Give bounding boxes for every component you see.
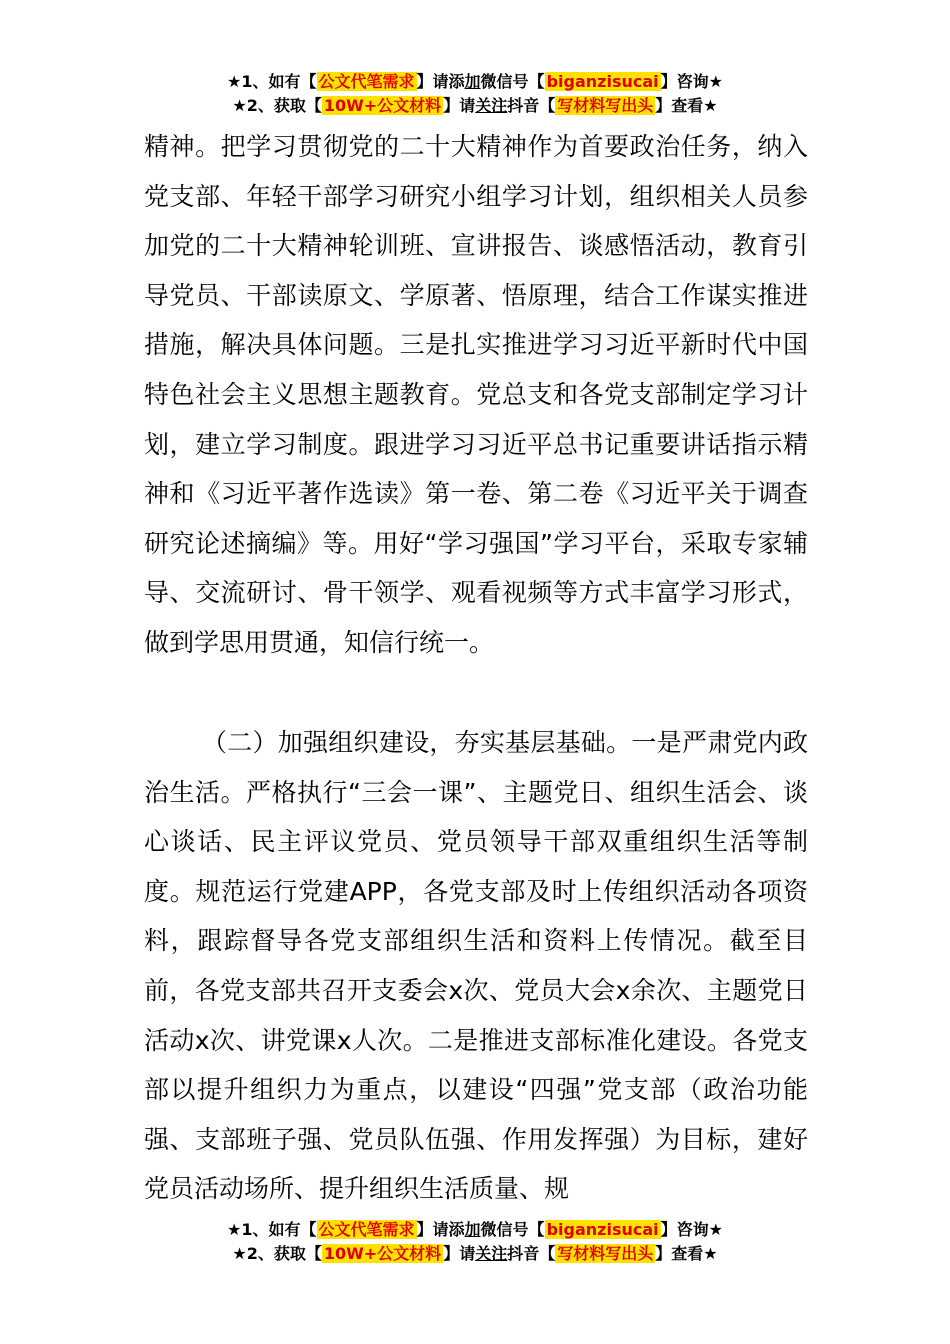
highlight-wechat-id: biganzisucai <box>546 1220 659 1239</box>
highlight-materials: 10W+公文材料 <box>323 1244 442 1263</box>
star-icon: ★ <box>227 1220 242 1239</box>
paragraph-text: 精神。把学习贯彻党的二十大精神作为首要政治任务，纳入党支部、年轻干部学习研究小组学习计划，组织相关人员参加党的二十大精神轮训班、宣讲报告、谈感悟活动，教育引导党员、干部读原文、学原著、悟原理，结合工作谋实推进措施，解决具体问题。三是扎实推进学习习近平新时代中国特色社会主义思想主题教育。党总支和各党支部制定学习计划，建立学习制度。跟进学习习近平总书记重要讲话指示精神和《习近平著作选读》第一卷、第二卷《习近平关于调查研究论述摘编》等。用好“学习强国”学习平台，采取专家辅导、交流研讨、骨干领学、观看视频等方式丰富学习形式，做到学思用贯通，知信行统一。 <box>144 132 808 657</box>
star-icon: ★ <box>232 96 247 115</box>
banner-line-2: ★2、获取【 10W+公文材料 】请关注抖音【 写材料写出头 】查看★ <box>232 1244 718 1263</box>
document-paragraph-2 <box>144 718 808 1214</box>
document-paragraph-1 <box>144 122 808 668</box>
banner-line-1: ★1、如有【 公文代笔需求 】请添加微信号【 biganzisucai 】咨询★ <box>227 72 723 91</box>
highlight-materials: 10W+公文材料 <box>323 96 442 115</box>
star-icon: ★ <box>227 72 242 91</box>
banner-line-2: ★2、获取【 10W+公文材料 】请关注抖音【 写材料写出头 】查看★ <box>232 96 718 115</box>
highlight-service: 公文代笔需求 <box>318 1220 415 1239</box>
footer-banner <box>0 1218 950 1266</box>
highlight-douyin: 写材料写出头 <box>557 96 654 115</box>
highlight-douyin: 写材料写出头 <box>557 1244 654 1263</box>
highlight-wechat-id: biganzisucai <box>546 72 659 91</box>
highlight-service: 公文代笔需求 <box>318 72 415 91</box>
paragraph-text: （二）加强组织建设，夯实基层基础。一是严肃党内政治生活。严格执行“三会一课”、主题党日、组织生活会、谈心谈话、民主评议党员、党员领导干部双重组织生活等制度。规范运行党建APP，各党支部及时上传组织活动各项资料，跟踪督导各党支部组织生活和资料上传情况。截至目前，各党支部共召开支委会x次、党员大会x余次、主题党日活动x次、讲党课x人次。二是推进支部标准化建设。各党支部以提升组织力为重点，以建设“四强”党支部（政治功能强、支部班子强、党员队伍强、作用发挥强）为目标，建好党员活动场所、提升组织生活质量、规 <box>144 728 808 1204</box>
header-banner <box>0 70 950 118</box>
banner-line-1: ★1、如有【 公文代笔需求 】请添加微信号【 biganzisucai 】咨询★ <box>227 1220 723 1239</box>
star-icon: ★ <box>232 1244 247 1263</box>
